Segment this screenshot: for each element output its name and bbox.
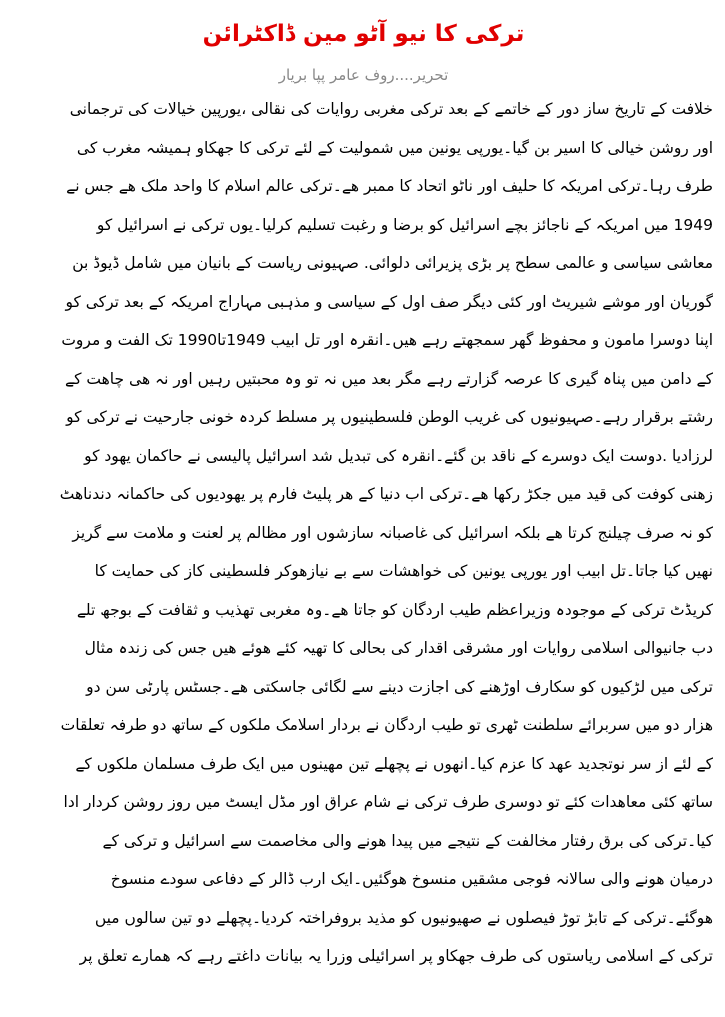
article-line: رشتے برقرار رہے۔صہیونیوں کی غریب الوطن فلسطینیوں پر مسلط کردہ خونی جارحیت نے ترکی کو	[66, 408, 713, 426]
article-line: کو نہ صرف چیلنج کرتا ھے بلکہ اسرائیل کی غاصبانہ سازشوں اور مظالم پر لعنت و ملامت سے گریز	[72, 523, 713, 542]
article-title: ترکی کا نیو آٹو مین ڈاکٹرائن	[202, 21, 525, 47]
article-line: ھوگئے۔ترکی کے تابڑ توڑ فیصلوں نے صھیونیوں کو مذید بروفراختہ کردیا۔پچھلے دو تین سالوں میں	[94, 908, 713, 927]
article-line: نھیں کیا جاتا۔تل ابیب اور یورپی یونین کی خواھشات سے بے نیازھوکر فلسطینی کاز کی حمایت کا	[94, 562, 713, 580]
article-line: درمیان ھونے والی سالانہ فوجی مشقیں منسوخ ھوگئیں۔ایک ارب ڈالر کے دفاعی سودے منسوخ	[110, 870, 713, 888]
article-line: ساتھ کئی معاھدات کئے تو دوسری طرف ترکی نے شام عراق اور مڈل ایسٹ میں روز روشن کردار ادا	[63, 793, 713, 811]
article-byline: تحریر....روف عامر پپا بریار	[278, 66, 449, 84]
article-line: کے دامن میں پناہ گیری کا عرصہ گزارتے رہے مگر بعد میں نہ تو وہ محبتیں رہیں اور نہ ھی چاھت کے	[65, 369, 713, 388]
article-line: معاشی سیاسی و عالمی سطح پر بڑی پزیرائی دلوائی. صہیونی ریاست کے بانیان میں شامل ڈیوڈ بن	[72, 254, 713, 272]
article-line: زھنی کوفت کی قید میں جکڑ رکھا ھے۔ترکی اب دنیا کے ھر پلیٹ فارم پر یھودیوں کی حاکمانہ دندناھٹ	[59, 485, 713, 503]
article-line: کیا۔ترکی کی برق رفتار مخالفت کے نتیجے میں پیدا ھونے والی مخاصمت سے اسرائیل و ترکی کے	[102, 831, 713, 850]
article-line: اپنا دوسرا مامون و محفوظ گھر سمجھتے رہے ھیں۔انقرہ اور تل ابیب 1949تا1990 تک الفت و مروت	[61, 331, 713, 349]
article-line: ترکی کے اسلامی ریاستوں کی طرف جھکاو پر اسرائیلی وزرا یہ بیانات داغتے رہے کہ ھمارے تعلق پر	[79, 947, 713, 965]
article-line: ھزار دو میں سربرائے سلطنت ٹھری تو طیب اردگان نے بردار اسلامک ملکوں کے ساتھ دو طرفہ تعلقات	[60, 716, 713, 734]
article-line: 1949 میں امریکہ کے ناجائز بچے اسرائیل کو برضا و رغبت تسلیم کرلیا۔یوں ترکی نے اسرائیل کو	[96, 215, 713, 234]
article-line: ترکی میں لڑکیوں کو سکارف اوڑھنے کی اجازت دینے سے لگائی جاسکتی ھے۔جسٹس پارٹی سن دو	[86, 677, 713, 696]
article-line: اور روشن خیالی کا اسیر بن گیا۔یورپی یونین میں شمولیت کے لئے ترکی کا جھکاو ہمیشہ مغرب کی	[76, 138, 713, 157]
article-line: خلافت کے تاریخ ساز دور کے خاتمے کے بعد ترکی مغربی روایات کی نقالی ،یورپین خیالات کی ترجمانی	[69, 100, 713, 118]
article-line: کریڈٹ ترکی کے موجودہ وزیراعظم طیب اردگان کو جاتا ھے۔وہ مغربی تھذیب و ثقافت کے بوجھ تلے	[76, 600, 713, 619]
article-line: لرزادیا .دوست ایک دوسرے کے ناقد بن گئے۔انقرہ کی تبدیل شد اسرائیل پالیسی نے حاکمان یھود کو	[84, 446, 713, 465]
article-line: کے لئے از سر نوتجدید عھد کا عزم کیا۔انھوں نے پچھلے تین مھینوں میں ایک طرف مسلمان ملکوں کے	[75, 754, 713, 773]
article-line: دب جانیوالی اسلامی روایات اور مشرقی اقدار کی بحالی کا تھیہ کئے ھوئے ھیں جس کی زندہ مثال	[84, 639, 713, 657]
article-line: طرف رہا۔ترکی امریکہ کا حلیف اور ناٹو اتحاد کا ممبر ھے۔ترکی عالم اسلام کا واحد ملک ھے جس نے	[66, 177, 713, 195]
article-line: گوریان اور موشے شیریٹ اور کئی دیگر صف اول کے سیاسی و مذہبی مہاراج امریکہ کے بعد ترکی کو	[65, 292, 713, 311]
article-body	[14, 90, 713, 976]
